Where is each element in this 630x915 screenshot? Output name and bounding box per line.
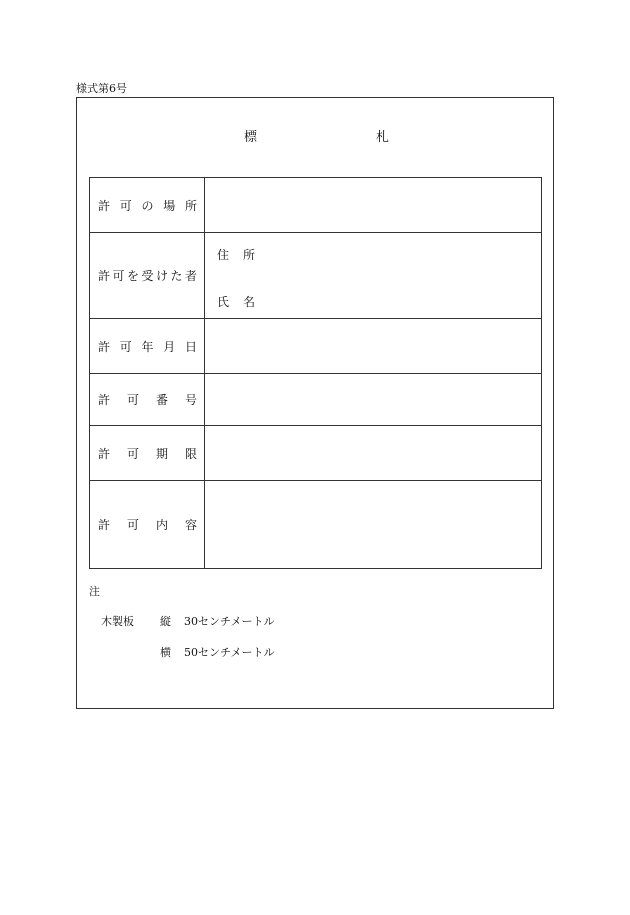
table-row-date — [90, 319, 542, 374]
name-label-text: 氏名 — [217, 295, 270, 309]
value-permit-date — [205, 319, 542, 374]
note-vertical-size — [160, 615, 275, 629]
note-vertical-value: 30センチメートル — [184, 615, 275, 628]
label-permit-date: 許可年月日 — [90, 319, 205, 374]
table-row-location — [90, 178, 542, 233]
note-vertical-label: 縦 — [160, 615, 171, 628]
address-label-text: 住所 — [217, 248, 270, 262]
signboard-table — [89, 177, 542, 569]
label-permit-number: 許可番号 — [90, 374, 205, 426]
label-permit-holder: 許可を受けた者 — [90, 233, 205, 319]
form-number: 様式第6号 — [76, 82, 127, 95]
value-permit-expiry — [205, 426, 542, 481]
table-row-content — [90, 481, 542, 569]
address-label — [217, 246, 269, 263]
label-permit-content: 許可内容 — [90, 481, 205, 569]
note-heading: 注 — [89, 585, 100, 598]
value-permit-holder — [205, 233, 542, 319]
table-row-expiry — [90, 426, 542, 481]
value-permit-content — [205, 481, 542, 569]
label-permit-expiry: 許可期限 — [90, 426, 205, 481]
table-row-holder — [90, 233, 542, 319]
value-permit-location — [205, 178, 542, 233]
label-permit-location: 許可の場所 — [90, 178, 205, 233]
note-horizontal-value: 50センチメートル — [184, 646, 275, 659]
note-material: 木製板 — [101, 615, 134, 628]
table-row-number — [90, 374, 542, 426]
value-permit-number — [205, 374, 542, 426]
title-char-2: 札 — [376, 130, 390, 145]
name-label — [217, 293, 269, 310]
title-char-1: 標 — [244, 130, 258, 145]
note-horizontal-size — [160, 646, 275, 660]
note-horizontal-label: 横 — [160, 646, 171, 659]
